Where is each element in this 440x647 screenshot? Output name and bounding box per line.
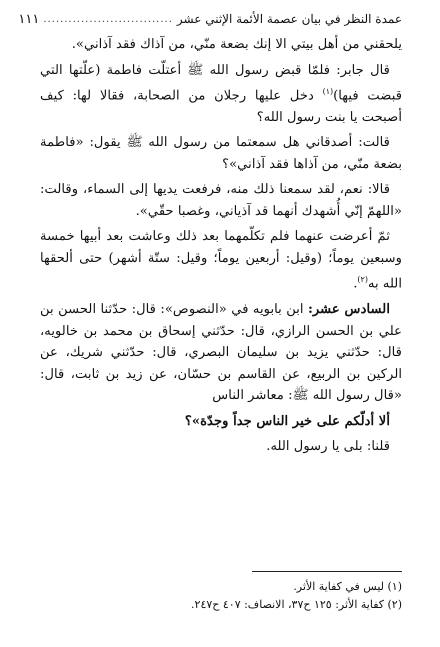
paragraph-text: قال جابر: فلمّا قبض رسول الله ﷺ أعتلّت فاطمة (علّتها التي قبضت فيها) [40, 62, 402, 104]
paragraph-text: قالت: أصدقاني هل سمعتما من رسول الله ﷺ يقول: «فاطمة بضعة منّي، من آذاها فقد آذاني»؟ [40, 135, 402, 172]
paragraph-5 [40, 226, 402, 295]
paragraph-8 [40, 436, 402, 458]
paragraph-text: ألا أدلّكم على خير الناس جداً وجدّة»؟ [184, 413, 390, 429]
page-number: ١١١ [18, 11, 40, 27]
paragraph-text: يلحقني من أهل بيتي الا إنك بضعة منّي، من آذاك فقد آذاني». [71, 37, 402, 52]
footnotes [40, 578, 402, 614]
footnote-1: (١) ليس في كفاية الأثر. [293, 580, 402, 593]
paragraph-6 [40, 299, 402, 407]
footnote-2: (٢) كفاية الأثر: ١٢٥ ح٣٧، الانصاف: ٤٠٧ ح٢٤٧. [191, 598, 402, 611]
paragraph-3 [40, 132, 402, 175]
running-header [18, 10, 402, 28]
header-title: عمدة النظر في بيان عصمة الأئمة الإثني عشر [176, 12, 402, 26]
header-dots: ............................... [43, 13, 173, 25]
paragraph-text: قلنا: بلى يا رسول الله. [266, 439, 390, 455]
footnote-divider [252, 571, 402, 572]
paragraph-7 [40, 411, 402, 433]
section-heading: السادس عشر: [307, 302, 390, 318]
paragraph-text: ثمّ أعرضت عنهما فلم تكلّمهما بعد ذلك وعاشت بعد أبيها خمسة وسبعين يوماً؛ (وقيل: أربعين يوماً؛ وقيل: ستّة أشهر) حتى ألحقها الله به [40, 229, 402, 292]
paragraph-text-continued: . [353, 276, 358, 292]
paragraph-text: ابن بابويه في «النصوص»: قال: حدّثنا الحسن بن علي بن الحسن الرازي، قال: حدّثني إسحاق بن محمد بن خالويه، قال: حدّثني يزيد بن سليمان البصري، قال: حدّثني شريك، عن الركين بن الربيع، عن القاسم بن حسّان، عن زيد بن ثابت، قال: «قال رسول الله ﷺ: معاشر الناس [40, 302, 402, 404]
paragraph-2 [40, 60, 402, 129]
paragraph-1 [40, 34, 402, 56]
paragraph-4 [40, 179, 402, 222]
page-body [40, 34, 402, 462]
paragraph-text: قالا: نعم، لقد سمعنا ذلك منه، فرفعت يديها إلى السماء، وقالت: «اللهمّ إنّي أُشهدك أنهما قد آذياني، وغصبا حقّي». [40, 182, 402, 219]
paragraph-text-continued: دخل عليها رجلان من الصحابة، فقالا لها: كيف أصبحت يا بنت رسول الله؟ [40, 88, 402, 125]
footnote-ref-2: (٢) [357, 275, 368, 285]
footnote-ref-1: (١) [322, 87, 334, 96]
